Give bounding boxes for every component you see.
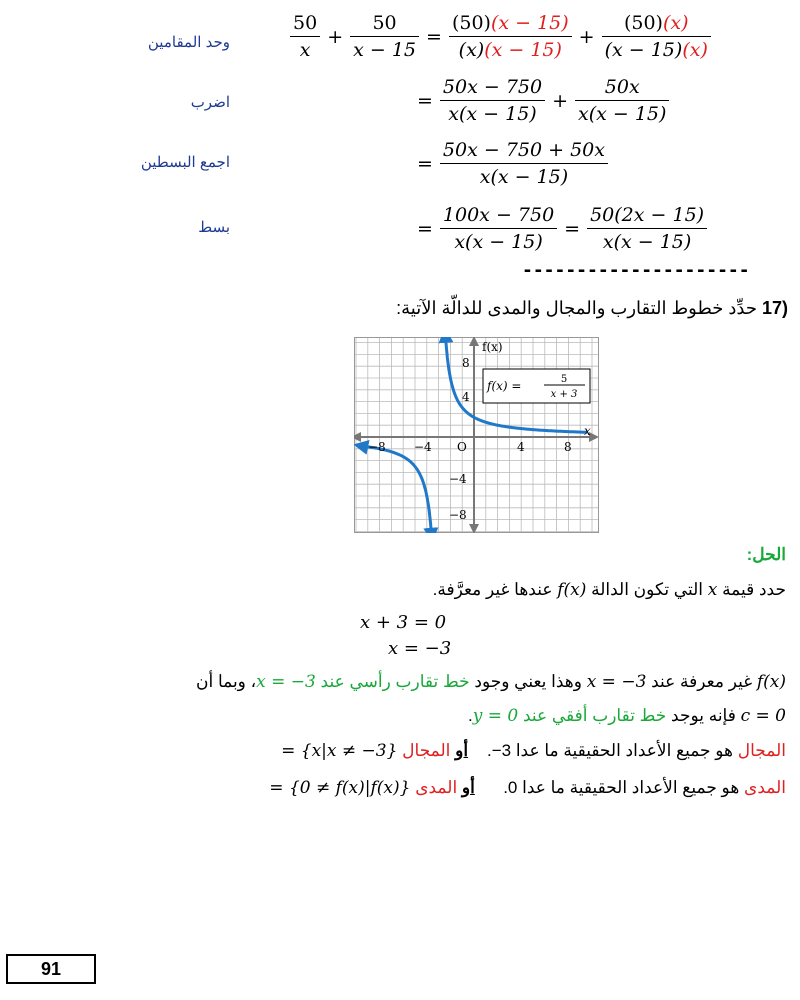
text: حدد قيمة: [722, 580, 786, 599]
solution-heading: الحل:: [746, 545, 786, 564]
fraction-denominator: x − 15: [353, 39, 417, 61]
fraction-denominator: x: [299, 39, 311, 61]
text: ، وبما أن: [196, 672, 257, 691]
graph-svg: [354, 337, 599, 533]
step-label-simplify: بسط: [198, 219, 230, 236]
denominator-part-red: (x): [682, 39, 708, 61]
text: هو جميع الأعداد الحقيقية ما عدا 3−.: [486, 741, 734, 760]
origin-label: O: [457, 440, 467, 454]
x-tick-label-neg8: −8: [368, 440, 386, 454]
equation-line-1: $\frac{50}{x}$ + $\frac{50}{x - 15}$ = $\frac{(50)(x - 15)}{(x)(x - 15)}$ + $\frac{(50)(x)}{(x - 15)(x)}$: [288, 10, 713, 63]
solution-domain: [26, 741, 786, 761]
solution-paragraph-1: [26, 580, 786, 600]
step-label-multiply: اضرب: [190, 94, 230, 111]
fraction-numerator: 50x: [575, 74, 669, 101]
numerator-part: (50): [451, 12, 491, 34]
x-tick-label-4: 4: [517, 440, 525, 454]
range-set: = {0 ≠ f(x)|f(x)}: [269, 778, 411, 798]
numerator-part-red: (x − 15): [490, 12, 569, 34]
x-tick-label-8: 8: [564, 440, 572, 454]
domain-label: المجال: [402, 741, 451, 760]
y-axis-label: f(x): [482, 340, 503, 354]
equation-x-plus-3: x + 3 = 0: [360, 612, 447, 633]
step-label-add-numerators: اجمع البسطين: [140, 154, 230, 171]
fraction-denominator: x(x − 15): [602, 231, 692, 253]
x-tick-label-neg4: −4: [414, 440, 432, 454]
fraction-denominator: x(x − 15): [479, 166, 569, 188]
fraction-denominator: x(x − 15): [578, 103, 667, 125]
fraction-denominator: x(x − 15): [448, 103, 537, 125]
question-17: [88, 298, 788, 319]
equation-line-3: = $\frac{50x - 750 + 50x}{x(x - 15)}$: [412, 137, 610, 190]
formula-numerator: 5: [560, 374, 568, 385]
fraction-numerator: 50x − 750: [440, 74, 545, 101]
domain-label: المجال: [737, 741, 786, 760]
text: عندها غير معرَّفة.: [432, 580, 553, 599]
question-number: 17): [761, 298, 788, 318]
vertical-asymptote-value: x = −3: [256, 672, 316, 692]
solution-paragraph-3: c = 0 فإنه يوجد خط تقارب أفقي عند y = 0.: [468, 706, 786, 726]
numerator-part-red: (x): [662, 12, 689, 34]
text: وهذا يعني وجود: [474, 672, 582, 691]
page-number: 91: [6, 954, 96, 984]
formula-box: [483, 369, 590, 403]
fraction-numerator: 50x − 750 + 50x: [440, 137, 608, 164]
equation-x-equals-neg3: x = −3: [388, 638, 452, 659]
denominator-part-red: (x − 15): [484, 39, 562, 61]
formula-denominator: x + 3: [550, 389, 578, 400]
equation-line-4: = $\frac{100x - 750}{x(x - 15)}$ = $\frac{50(2x - 15)}{x(x - 15)}$: [412, 202, 709, 255]
or-label: أو: [455, 741, 469, 760]
y-tick-label-neg4: −4: [449, 472, 467, 486]
range-label: المدى: [415, 778, 458, 797]
text: فإنه يوجد: [671, 706, 736, 725]
fraction-numerator: 50: [350, 10, 419, 37]
dashed-divider: ---------------------: [522, 260, 750, 281]
denominator-part: (x): [458, 39, 485, 61]
horizontal-asymptote-text: خط تقارب أفقي عند: [522, 706, 667, 725]
equation-line-2: = $\frac{50x - 750}{x(x - 15)}$ + $\frac{50x}{x(x - 15)}$: [412, 74, 671, 127]
math-x: x: [707, 580, 718, 600]
y-tick-label-neg8: −8: [449, 508, 467, 522]
fraction-numerator: 50: [290, 10, 320, 37]
fraction-numerator: 50(2x − 15): [587, 202, 707, 229]
question-text: حدِّد خطوط التقارب والمجال والمدى للدالّة الآتية:: [396, 298, 757, 318]
solution-range: [26, 778, 786, 798]
math-value: x = −3: [586, 672, 647, 692]
fraction-numerator: 100x − 750: [440, 202, 557, 229]
formula-lhs: f(x) =: [487, 379, 522, 393]
y-tick-label-8: 8: [462, 356, 470, 370]
fraction-denominator: x(x − 15): [454, 231, 543, 253]
solution-paragraph-2: [26, 672, 786, 692]
math-fx: f(x): [756, 672, 786, 692]
function-graph: [354, 337, 599, 533]
x-axis-label: x: [584, 424, 591, 438]
domain-set: = {x|x ≠ −3}: [281, 741, 398, 761]
vertical-asymptote-text: خط تقارب رأسي عند: [320, 672, 470, 691]
or-label: أو: [461, 778, 475, 797]
y-tick-label-4: 4: [462, 390, 470, 404]
text: هو جميع الأعداد الحقيقية ما عدا 0.: [503, 778, 740, 797]
math-fx: f(x): [557, 580, 587, 600]
numerator-part: (50): [623, 12, 663, 34]
text: غير معرفة عند: [651, 672, 753, 691]
denominator-part: (x − 15): [604, 39, 683, 61]
math-c: c = 0: [740, 706, 786, 726]
horizontal-asymptote-value: y = 0: [472, 706, 519, 726]
range-label: المدى: [744, 778, 786, 797]
text: التي تكون الدالة: [591, 580, 703, 599]
step-label-common-denominator: وحد المقامين: [147, 34, 230, 51]
